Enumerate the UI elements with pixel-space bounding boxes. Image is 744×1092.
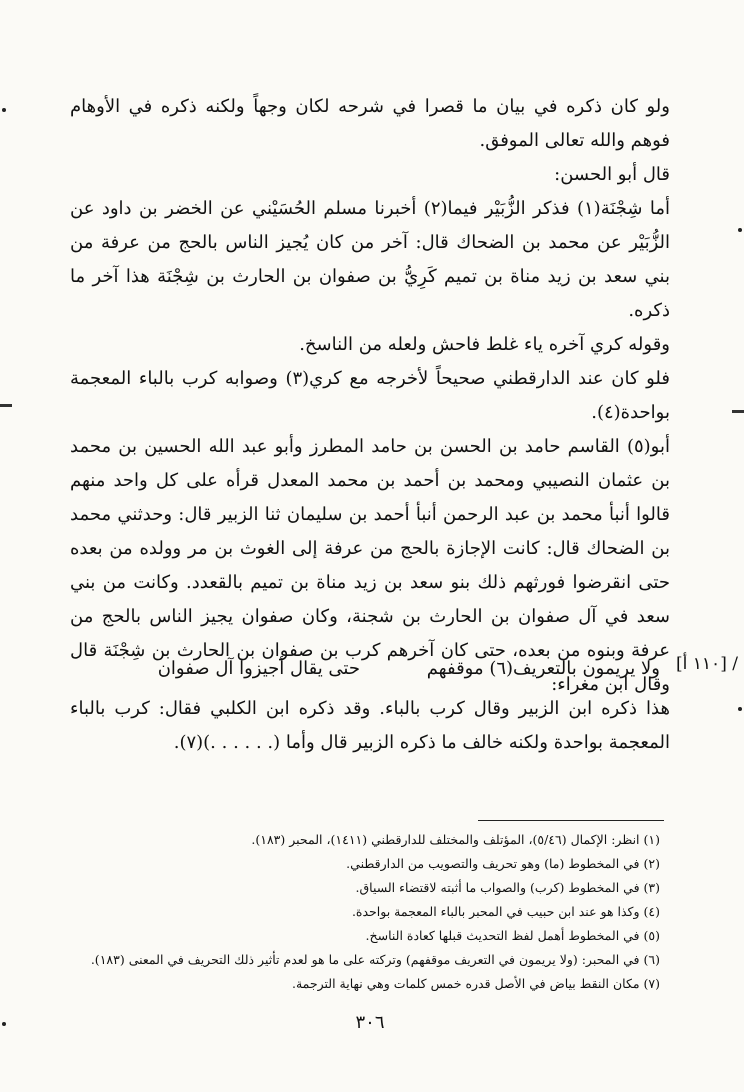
paragraph-2: قال أبو الحسن: [554, 164, 670, 185]
scan-mark [0, 404, 12, 407]
scan-mark [738, 707, 742, 711]
scan-mark [738, 228, 742, 232]
footnote: (٣) في المخطوط (كرب) والصواب ما أثبته لاقتضاء السياق. [355, 880, 660, 895]
page-number: ٣٠٦ [355, 1012, 385, 1033]
paragraph-3: أما شِجْنَة(١) فذكر الزُّبَيْر فيما(٢) أخبرنا مسلم الحُسَيْني عن الخضر بن داود عن الزُّبَيْر عن محمد بن الضحاك قال: آخر من كان يُجيز الناس بالحج من عرفة من بني سعد بن زيد مناة بن تميم كَرِيُّ بن صفوان بن الحارث بن شِجْنَة هذا آخر ما ذكره. [70, 198, 671, 321]
poem-verse [90, 652, 660, 688]
poem-hemistich-2: حتى يقال أجيزوا آل صفوان [157, 658, 360, 679]
footnote-separator [478, 820, 664, 821]
paragraph-1: ولو كان ذكره في بيان ما قصرا في شرحه لكان وجهاً ولكنه ذكره في الأوهام فوهم والله تعالى الموفق. [70, 96, 670, 151]
footnote: (٥) في المخطوط أهمل لفظ التحديث قبلها كعادة الناسخ. [365, 928, 660, 943]
scan-mark [2, 1022, 6, 1026]
footnotes [90, 828, 660, 996]
manuscript-folio-ref: [١١٠ أ] / [676, 654, 738, 674]
footnote: (٧) مكان النقط بياض في الأصل قدره خمس كلمات وهي نهاية الترجمة. [291, 976, 660, 991]
scan-mark [2, 108, 6, 112]
poem-hemistich-1: ولا يريمون بالتعريف(٦) موقفهم [426, 658, 660, 679]
footnote: (٤) وكذا هو عند ابن حبيب في المحبر بالباء المعجمة بواحدة. [351, 904, 660, 919]
footnote: (٢) في المخطوط (ما) وهو تحريف والتصويب من الدارقطني. [346, 856, 660, 871]
paragraph-6: أبو(٥) القاسم حامد بن الحسن بن حامد المطرز وأبو عبد الله الحسين بن محمد بن عثمان النصيبي ومحمد بن أحمد بن محمد المعدل قرأه على كل واحد منهم قالوا أنبأ محمد بن عبد الرحمن أنبأ أحمد بن سليمان ثنا الزبير قال: وحدثني محمد بن الضحاك قال: كانت الإجازة بالحج من عرفة إلى الغوث بن مر وولده من بعده حتى انقرضوا فورثهم ذلك بنو سعد بن زيد مناة بن تميم بالقعدد. وكانت من بني سعد في آل صفوان بن الحارث بن شجنة، وكان صفوان يجيز الناس بالحج من عرفة وبنوه من بعده، حتى كان آخرهم كرب بن صفوان بن الحارث بن شِجْنَة قال وقال ابن مغراء: [70, 436, 670, 695]
paragraph-4: وقوله كري آخره ياء غلط فاحش ولعله من الناسخ. [299, 334, 670, 355]
footnote: (١) انظر: الإكمال (٥/٤٦)، المؤتلف والمختلف للدارقطني (١٤١١)، المحبر (١٨٣). [251, 832, 660, 847]
paragraph-5: فلو كان عند الدارقطني صحيحاً لأخرجه مع كري(٣) وصوابه كرب بالباء المعجمة بواحدة(٤). [70, 368, 670, 423]
scan-mark [732, 410, 744, 413]
main-text [70, 90, 670, 702]
footnote: (٦) في المحبر: (ولا يريمون في التعريف موقفهم) وتركته على ما هو لعدم تأثير ذلك التحريف في المعنى (١٨٣). [90, 952, 660, 967]
paragraph-after-poem: هذا ذكره ابن الزبير وقال كرب بالباء. وقد ذكره ابن الكلبي فقال: كرب بالباء المعجمة بواحدة ولكنه خالف ما ذكره الزبير قال وأما (. . . . . .)(٧). [70, 698, 670, 753]
